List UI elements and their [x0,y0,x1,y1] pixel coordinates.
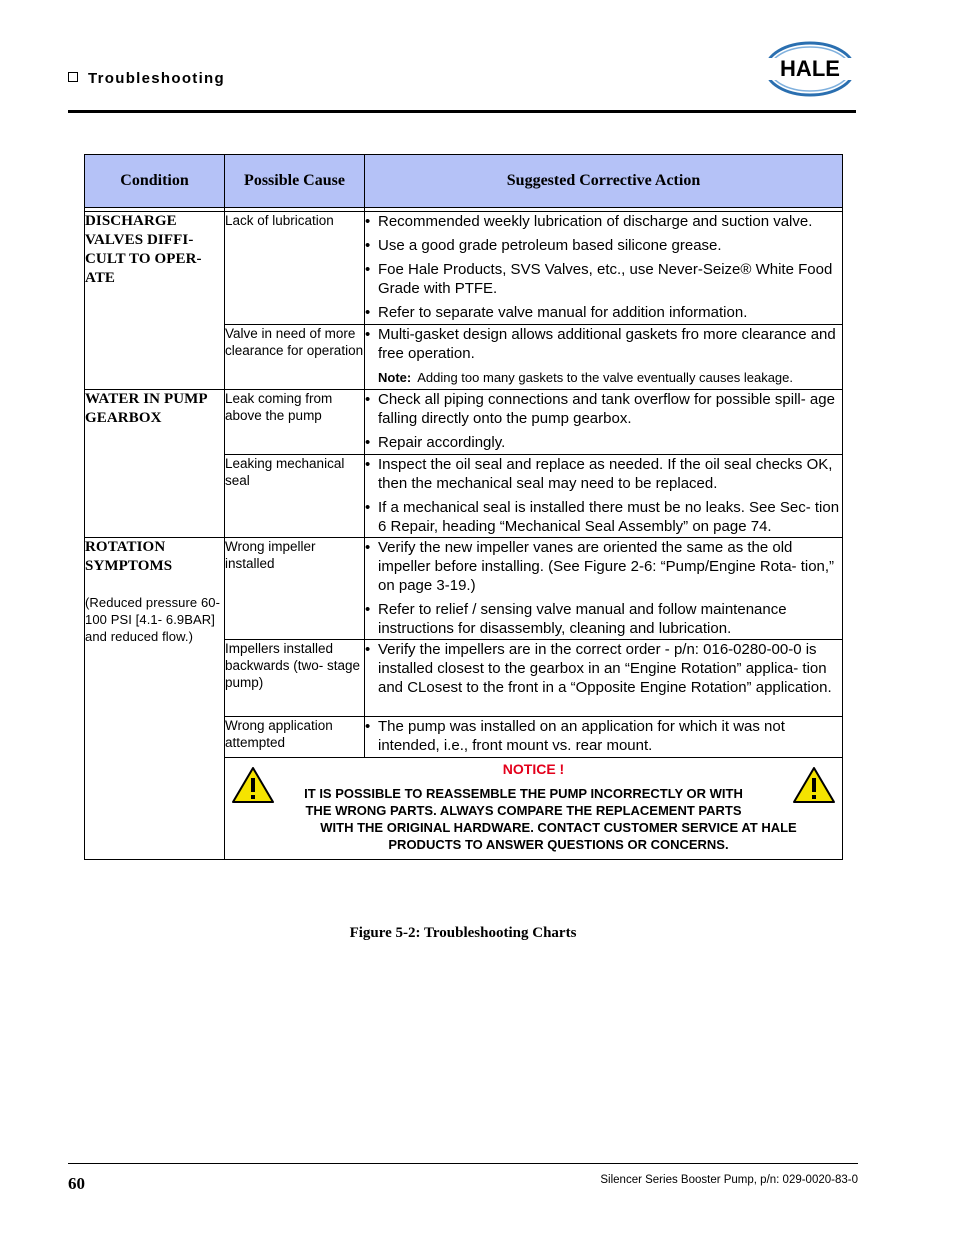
condition-cell: DISCHARGE VALVES DIFFI- CULT TO OPER- ATE [85,212,225,390]
troubleshooting-table [84,154,843,860]
footer-divider [68,1163,858,1164]
hale-logo [760,36,860,100]
action-cell [365,212,843,325]
action-item: • The pump was installed on an application for which it was not intended, i.e., front mount vs. rear mount. [365,718,785,754]
notice-box [225,758,843,860]
table-row [85,212,843,325]
notice-title: NOTICE ! [502,761,565,777]
action-item: • Inspect the oil seal and replace as needed. If the oil seal checks OK, then the mechanical seal may need to be replaced. [365,456,833,492]
action-cell [365,538,843,640]
condition-cell: WATER IN PUMP GEARBOX [85,390,225,538]
logo-text: HALE [780,56,840,81]
action-item: • Multi-gasket design allows additional gaskets fro more clearance and free operation. [365,326,836,362]
header-condition: Condition [85,155,225,208]
section-heading [68,70,225,87]
header-possible-cause: Possible Cause [225,155,365,208]
condition-note: (Reduced pressure 60-100 PSI [4.1- 6.9BAR] and reduced flow.) [85,595,221,644]
action-item: • Verify the new impeller vanes are oriented the same as the old impeller before installing. (See Figure 2-6: “Pump/Engine Rota- tion,” on page 3-19.) [365,539,835,594]
action-item: • If a mechanical seal is installed there must be no leaks. See Sec- tion 6 Repair, heading “Mechanical Seal Assembly” on page 74. [365,499,840,535]
header-divider [68,110,856,113]
table-row [85,390,843,455]
cause-cell: Impellers installed backwards (two- stage pump) [225,640,365,717]
action-item: • Recommended weekly lubrication of discharge and suction valve. [365,213,813,230]
cause-cell: Valve in need of more clearance for operation [225,325,365,390]
cause-cell: Wrong impeller installed [225,538,365,640]
action-cell [365,640,843,717]
action-cell [365,390,843,455]
table-header-row [85,155,843,208]
action-item: • Use a good grade petroleum based silicone grease. [365,237,722,254]
action-item: • Foe Hale Products, SVS Valves, etc., use Never-Seize® White Food Grade with PTFE. [365,261,833,297]
cause-cell: Leak coming from above the pump [225,390,365,455]
action-cell [365,325,843,390]
cause-cell: Leaking mechanical seal [225,455,365,538]
action-item: • Repair accordingly. [365,434,506,451]
document-title: Silencer Series Booster Pump, p/n: 029-0020-83-0 [600,1174,858,1186]
page-number: 60 [68,1174,85,1193]
action-item: • Verify the impellers are in the correct order - p/n: 016-0280-00-0 is installed closest to the gearbox in an “Engine Rotation” applica- tion and CLosest to the front in a “Opposite Engine Rotation” application. [365,641,832,696]
action-item: • Refer to separate valve manual for addition information. [365,304,748,321]
action-cell [365,455,843,538]
section-title: Troubleshooting [88,70,225,87]
table-row [85,538,843,640]
action-item: • Check all piping connections and tank overflow for possible spill- age falling directly onto the pump gearbox. [365,391,835,427]
checkbox-square-icon [68,72,78,82]
action-cell [365,717,843,758]
header-corrective-action: Suggested Corrective Action [365,155,843,208]
figure-caption: Figure 5-2: Troubleshooting Charts [349,925,577,941]
condition-cell: ROTATION SYMPTOMS (Reduced pressure 60-100 PSI [4.1- 6.9BAR] and reduced flow.) [85,538,225,860]
cause-cell: Lack of lubrication [225,212,365,325]
action-note: Note: Adding too many gaskets to the valve eventually causes leakage. [378,370,794,385]
cause-cell: Wrong application attempted [225,717,365,758]
action-item: • Refer to relief / sensing valve manual and follow maintenance instructions for disassembly, cleaning and lubrication. [365,601,787,637]
notice-text: IT IS POSSIBLE TO REASSEMBLE THE PUMP INCORRECTLY OR WITH THE WRONG PARTS. ALWAYS COMPARE THE REPLACEMENT PARTS WITH THE ORIGINAL HARDWARE. CONTACT CUSTOMER SERVICE AT HALE PRODUCTS TO ANSWER QUESTIONS OR CONCERNS. [304,786,797,852]
